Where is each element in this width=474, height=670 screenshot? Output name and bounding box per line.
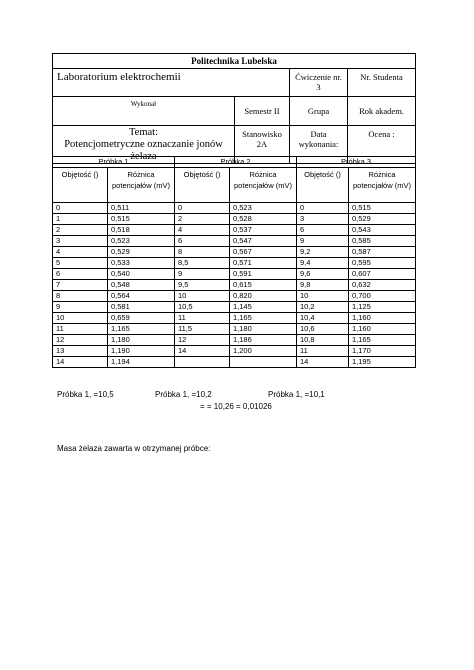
table-body (53, 203, 416, 368)
topic-label: Temat: (128, 126, 158, 138)
potential-diff-cell: 0,632 (349, 280, 416, 291)
table-row (53, 269, 416, 280)
academic-year-label: Rok akadem. (348, 97, 416, 126)
result-mean: = = 10,26 = 0,01026 (200, 402, 272, 411)
volume-cell: 9,6 (297, 269, 349, 280)
group-header-3: Próbka 3 (297, 157, 416, 168)
group-header-2: Próbka 2 (175, 157, 297, 168)
potential-diff-cell: 1,125 (349, 302, 416, 313)
volume-cell: 6 (297, 225, 349, 236)
lab-name: Laboratorium elektrochemii (53, 69, 290, 97)
potential-diff-cell: 1,194 (108, 357, 175, 368)
col-volume-header: Objętość () (53, 168, 108, 203)
volume-cell: 9,5 (175, 280, 230, 291)
grade-label: Ocena : (348, 126, 416, 164)
potential-diff-cell (230, 357, 297, 368)
volume-cell: 10 (175, 291, 230, 302)
potential-diff-cell: 0,523 (108, 236, 175, 247)
table-row (53, 346, 416, 357)
volume-cell: 1 (53, 214, 108, 225)
potential-diff-cell: 0,547 (230, 236, 297, 247)
volume-cell: 9 (53, 302, 108, 313)
exercise-number: Ćwiczenie nr. 3 (290, 69, 348, 97)
potential-diff-cell: 0,515 (349, 203, 416, 214)
col-diff-header: Różnica potencjałów (mV) (108, 168, 175, 203)
potential-diff-cell: 0,533 (108, 258, 175, 269)
volume-cell (175, 357, 230, 368)
table-row (53, 335, 416, 346)
topic-text: Potencjometryczne oznaczanie jonów żelaza (64, 138, 223, 162)
volume-cell: 9,8 (297, 280, 349, 291)
volume-cell: 12 (175, 335, 230, 346)
potential-diff-cell: 0,820 (230, 291, 297, 302)
volume-cell: 9 (175, 269, 230, 280)
volume-cell: 3 (297, 214, 349, 225)
volume-cell: 10 (297, 291, 349, 302)
column-header-row (53, 168, 416, 203)
volume-cell: 8 (175, 247, 230, 258)
group-label: Grupa (290, 97, 348, 126)
table-row (53, 280, 416, 291)
table-row (53, 313, 416, 324)
volume-cell: 9,4 (297, 258, 349, 269)
potential-diff-cell: 1,180 (108, 335, 175, 346)
potential-diff-cell: 0,529 (349, 214, 416, 225)
volume-cell: 14 (297, 357, 349, 368)
volume-cell: 8,5 (175, 258, 230, 269)
table-row (53, 302, 416, 313)
performed-by-label: Wykonał (53, 97, 235, 126)
potential-diff-cell: 1,200 (230, 346, 297, 357)
potential-diff-cell: 0,540 (108, 269, 175, 280)
result-sample-3: Próbka 1, =10,1 (268, 390, 325, 399)
volume-cell: 4 (175, 225, 230, 236)
volume-cell: 12 (53, 335, 108, 346)
volume-cell: 6 (175, 236, 230, 247)
table-row (53, 324, 416, 335)
table-row (53, 203, 416, 214)
volume-cell: 5 (53, 258, 108, 269)
potential-diff-cell: 0,518 (108, 225, 175, 236)
potential-diff-cell: 0,700 (349, 291, 416, 302)
volume-cell: 11,5 (175, 324, 230, 335)
potential-diff-cell: 0,543 (349, 225, 416, 236)
university-name: Politechnika Lubelska (53, 54, 416, 69)
potential-diff-cell: 1,160 (349, 324, 416, 335)
potential-diff-cell: 1,160 (349, 313, 416, 324)
volume-cell: 14 (175, 346, 230, 357)
col-diff-header: Różnica potencjałów (mV) (349, 168, 416, 203)
volume-cell: 9,2 (297, 247, 349, 258)
volume-cell: 0 (297, 203, 349, 214)
potential-diff-cell: 1,186 (230, 335, 297, 346)
volume-cell: 2 (175, 214, 230, 225)
potential-diff-cell: 1,180 (230, 324, 297, 335)
potential-diff-cell: 1,170 (349, 346, 416, 357)
potential-diff-cell: 0,607 (349, 269, 416, 280)
volume-cell: 10 (53, 313, 108, 324)
potential-diff-cell: 1,165 (349, 335, 416, 346)
measurement-table (52, 156, 416, 368)
date-label: Data wykonania: (290, 126, 348, 164)
group-header-row (53, 157, 416, 168)
volume-cell: 10,4 (297, 313, 349, 324)
potential-diff-cell: 0,571 (230, 258, 297, 269)
potential-diff-cell: 0,528 (230, 214, 297, 225)
table-row (53, 225, 416, 236)
table-row (53, 357, 416, 368)
potential-diff-cell: 0,515 (108, 214, 175, 225)
potential-diff-cell: 0,595 (349, 258, 416, 269)
semester-label: Semestr II (235, 97, 290, 126)
volume-cell: 7 (53, 280, 108, 291)
volume-cell: 4 (53, 247, 108, 258)
col-volume-header: Objętość () (297, 168, 349, 203)
potential-diff-cell: 0,659 (108, 313, 175, 324)
volume-cell: 10,6 (297, 324, 349, 335)
result-sample-2: Próbka 1, =10,2 (155, 390, 212, 399)
student-number-label: Nr. Studenta (348, 69, 416, 97)
table-row (53, 291, 416, 302)
volume-cell: 0 (175, 203, 230, 214)
potential-diff-cell: 1,165 (108, 324, 175, 335)
volume-cell: 8 (53, 291, 108, 302)
potential-diff-cell: 0,585 (349, 236, 416, 247)
volume-cell: 11 (53, 324, 108, 335)
volume-cell: 14 (53, 357, 108, 368)
col-volume-header: Objętość () (175, 168, 230, 203)
volume-cell: 10,5 (175, 302, 230, 313)
volume-cell: 11 (297, 346, 349, 357)
potential-diff-cell: 0,615 (230, 280, 297, 291)
potential-diff-cell: 0,581 (108, 302, 175, 313)
col-diff-header: Różnica potencjałów (mV) (230, 168, 297, 203)
potential-diff-cell: 0,567 (230, 247, 297, 258)
table-row (53, 236, 416, 247)
volume-cell: 0 (53, 203, 108, 214)
mass-label: Masa żelaza zawarta w otrzymanej próbce: (57, 444, 211, 453)
potential-diff-cell: 1,145 (230, 302, 297, 313)
potential-diff-cell: 0,564 (108, 291, 175, 302)
table-row (53, 214, 416, 225)
table-row (53, 258, 416, 269)
potential-diff-cell: 0,548 (108, 280, 175, 291)
volume-cell: 10,2 (297, 302, 349, 313)
report-header-table (52, 53, 416, 164)
volume-cell: 11 (175, 313, 230, 324)
result-sample-1: Próbka 1, =10,5 (57, 390, 114, 399)
station-label: Stanowisko 2A (235, 126, 290, 164)
group-header-1: Próbka 1 (53, 157, 175, 168)
volume-cell: 2 (53, 225, 108, 236)
potential-diff-cell: 0,587 (349, 247, 416, 258)
volume-cell: 10,8 (297, 335, 349, 346)
table-row (53, 247, 416, 258)
volume-cell: 13 (53, 346, 108, 357)
potential-diff-cell: 0,529 (108, 247, 175, 258)
potential-diff-cell: 0,537 (230, 225, 297, 236)
potential-diff-cell: 0,511 (108, 203, 175, 214)
potential-diff-cell: 0,523 (230, 203, 297, 214)
potential-diff-cell: 1,195 (349, 357, 416, 368)
potential-diff-cell: 1,165 (230, 313, 297, 324)
potential-diff-cell: 1,190 (108, 346, 175, 357)
volume-cell: 6 (53, 269, 108, 280)
volume-cell: 9 (297, 236, 349, 247)
volume-cell: 3 (53, 236, 108, 247)
potential-diff-cell: 0,591 (230, 269, 297, 280)
